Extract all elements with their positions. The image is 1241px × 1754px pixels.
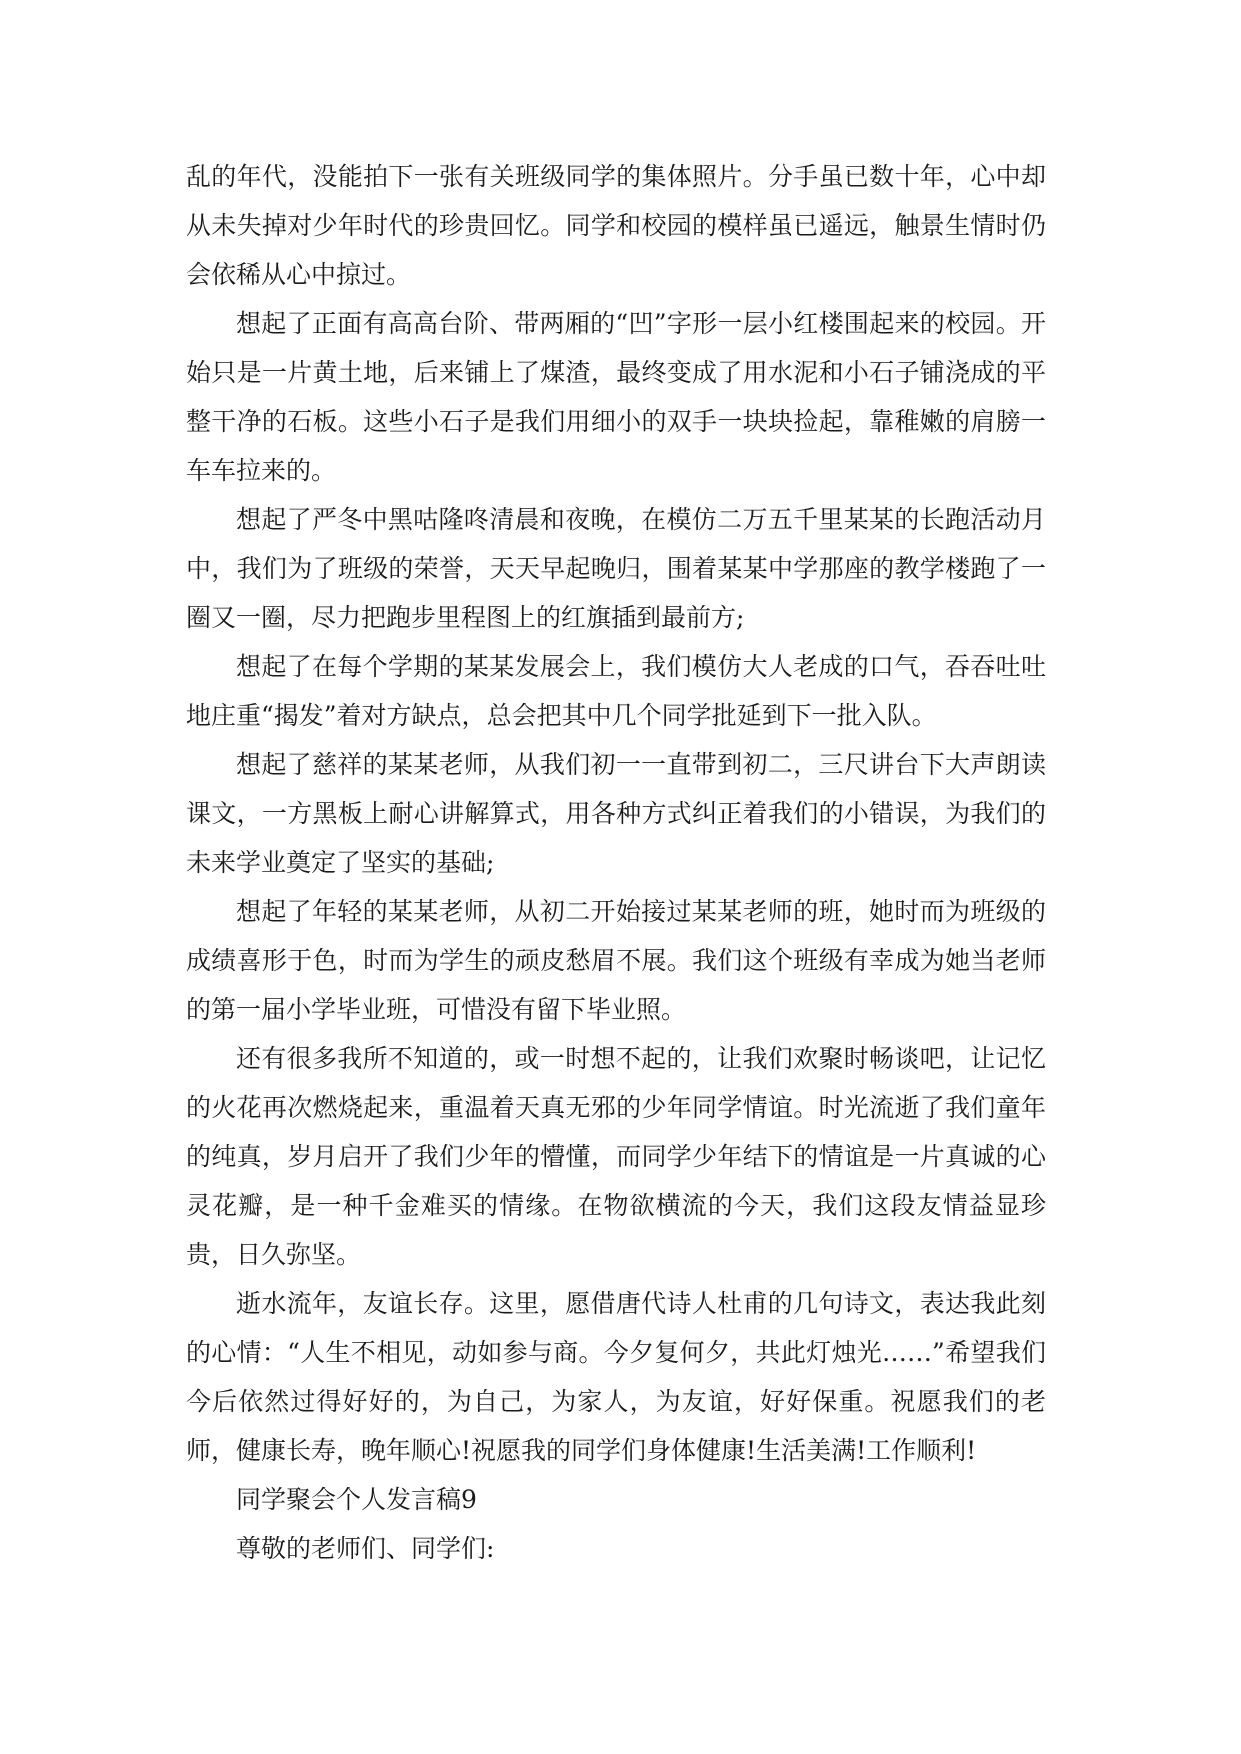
paragraph-young-teacher: 想起了年轻的某某老师，从初二开始接过某某老师的班，她时而为班级的成绩喜形于色，时而为学生的顽皮愁眉不展。我们这个班级有幸成为她当老师的第一届小学毕业班，可惜没有留下毕业照。 [186, 897, 1046, 1024]
section-title: 同学聚会个人发言稿9 [236, 1485, 477, 1514]
paragraph-1-continued: 乱的年代，没能拍下一张有关班级同学的集体照片。分手虽已数十年，心中却从未失掉对少年时代的珍贵回忆。同学和校园的模样虽已遥远，触景生情时仍会依稀从心中掠过。 [186, 162, 1046, 289]
paragraph-winter-running: 想起了严冬中黑咕隆咚清晨和夜晚，在模仿二万五千里某某的长跑活动月中，我们为了班级的荣誉，天天早起晚归，围着某某中学那座的教学楼跑了一圈又一圈，尽力把跑步里程图上的红旗插到最前方; [186, 505, 1046, 632]
document-body [186, 152, 1046, 1573]
paragraph-campus-memory: 想起了正面有高高台阶、带两厢的“凹”字形一层小红楼围起来的校园。开始只是一片黄土地，后来铺上了煤渣，最终变成了用水泥和小石子铺浇成的平整干净的石板。这些小石子是我们用细小的双手一块块捡起，靠稚嫩的肩膀一车车拉来的。 [186, 309, 1046, 485]
paragraph-closing-wishes: 逝水流年，友谊长存。这里，愿借唐代诗人杜甫的几句诗文，表达我此刻的心情：“人生不相见，动如参与商。今夕复何夕，共此灯烛光……”希望我们今后依然过得好好的，为自己，为家人，为友谊，好好保重。祝愿我们的老师，健康长寿，晚年顺心!祝愿我的同学们身体健康!生活美满!工作顺利! [186, 1289, 1046, 1465]
paragraph-kind-teacher: 想起了慈祥的某某老师，从我们初一一直带到初二，三尺讲台下大声朗读课文，一方黑板上耐心讲解算式，用各种方式纠正着我们的小错误，为我们的未来学业奠定了坚实的基础; [186, 750, 1046, 877]
paragraph-semester-meeting: 想起了在每个学期的某某发展会上，我们模仿大人老成的口气，吞吞吐吐地庄重“揭发”着对方缺点，总会把其中几个同学批延到下一批入队。 [186, 652, 1046, 730]
paragraph-friendship: 还有很多我所不知道的，或一时想不起的，让我们欢聚时畅谈吧，让记忆的火花再次燃烧起来，重温着天真无邪的少年同学情谊。时光流逝了我们童年的纯真，岁月启开了我们少年的懵懂，而同学少年结下的情谊是一片真诚的心灵花瓣，是一种千金难买的情缘。在物欲横流的今天，我们这段友情益显珍贵，日久弥坚。 [186, 1044, 1046, 1269]
salutation: 尊敬的老师们、同学们: [236, 1534, 495, 1563]
